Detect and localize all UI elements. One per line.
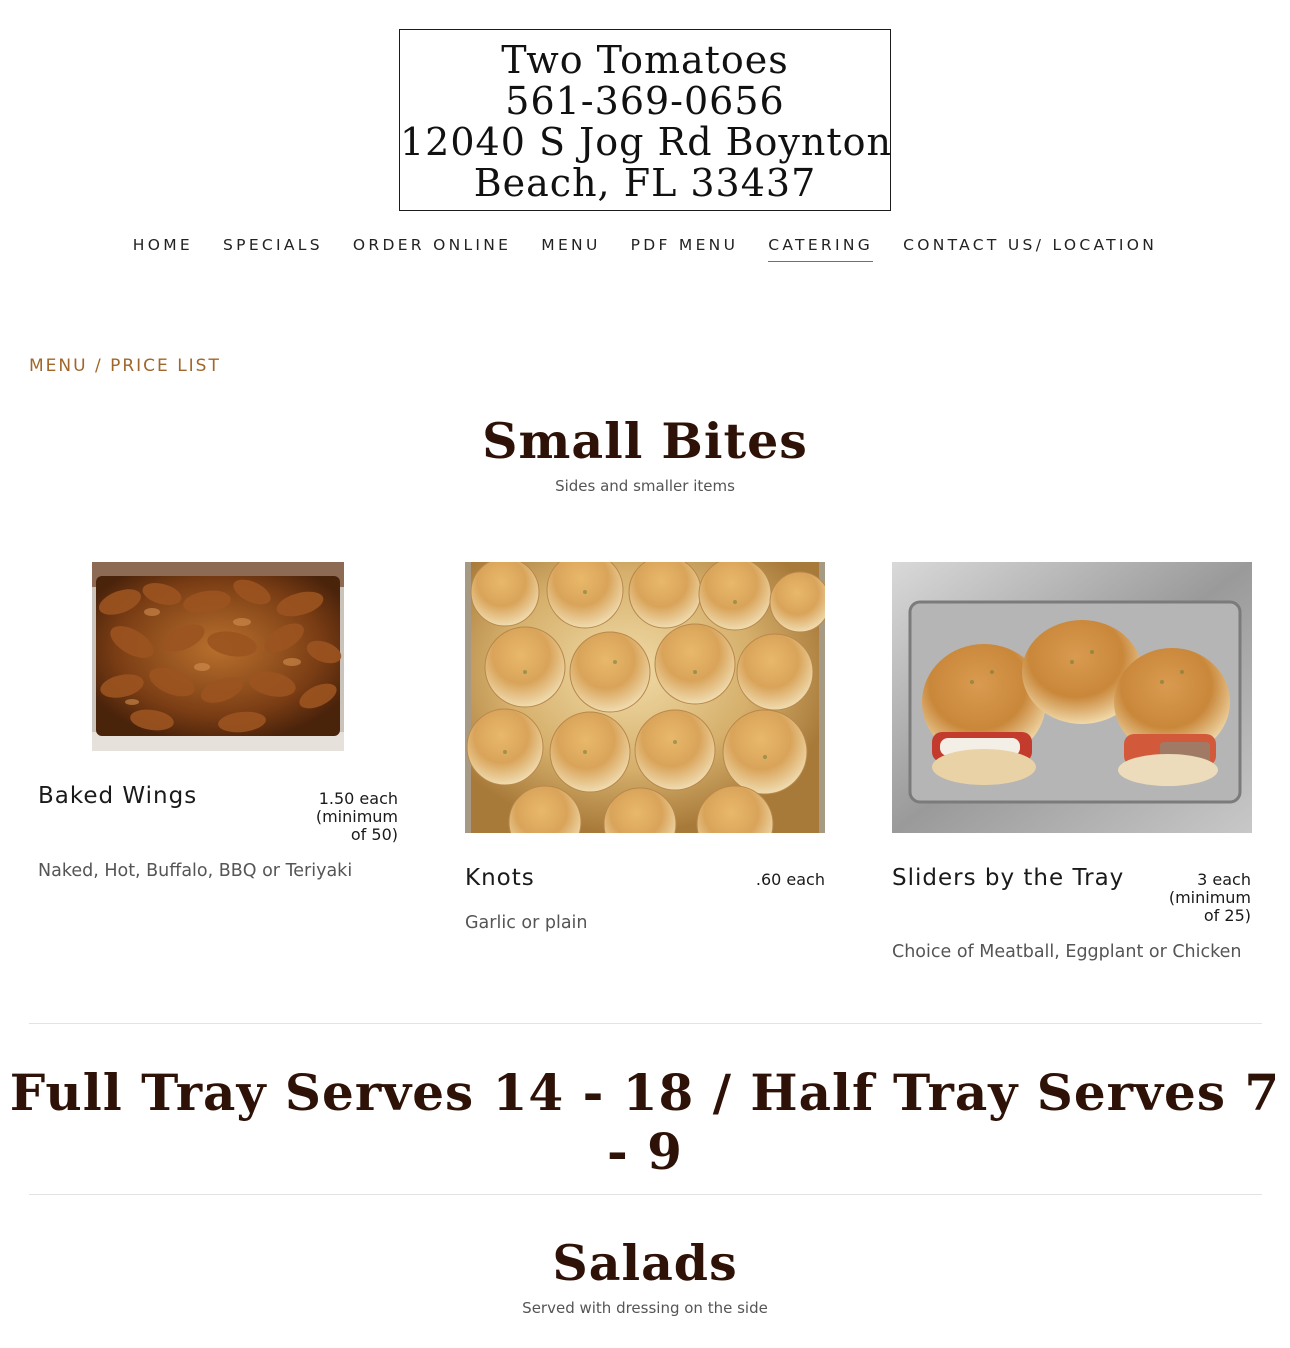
price-line: .60 each	[755, 870, 825, 889]
baked-wings-photo	[92, 562, 344, 751]
main-nav	[0, 236, 1290, 262]
section-divider	[29, 1023, 1262, 1024]
logo-line-city: Beach, FL 33437	[473, 161, 817, 205]
nav-pdf-menu[interactable]: PDF MENU	[630, 236, 739, 254]
section-subtitle-salads: Served with dressing on the side	[522, 1299, 768, 1317]
price-line: (minimum	[315, 807, 398, 826]
price-line: of 25)	[1203, 906, 1251, 925]
breadcrumb: MENU / PRICE LIST	[29, 356, 221, 376]
nav-specials[interactable]: SPECIALS	[223, 236, 323, 254]
site-logo[interactable]	[399, 29, 891, 211]
sliders-tray-photo	[892, 562, 1252, 833]
section-subtitle-small-bites: Sides and smaller items	[555, 477, 735, 495]
price-line: 1.50 each	[318, 789, 398, 808]
tray-size-banner: Full Tray Serves 14 - 18 / Half Tray Serves 7 - 9	[9, 1063, 1281, 1181]
nav-catering[interactable]: CATERING	[768, 236, 873, 262]
nav-menu[interactable]: MENU	[541, 236, 601, 254]
garlic-knots-photo	[465, 562, 825, 833]
logo-line-name: Two Tomatoes	[501, 38, 789, 82]
item-name: Sliders by the Tray	[892, 865, 1125, 891]
item-description: Choice of Meatball, Eggplant or Chicken	[892, 942, 1242, 962]
logo-line-phone: 561-369-0656	[505, 79, 785, 123]
item-price	[290, 790, 398, 844]
price-line: 3 each	[1197, 870, 1251, 889]
section-title-small-bites: Small Bites	[482, 412, 808, 470]
section-divider	[29, 1194, 1262, 1195]
item-description: Naked, Hot, Buffalo, BBQ or Teriyaki	[38, 861, 353, 881]
item-description: Garlic or plain	[465, 913, 588, 933]
logo-line-address: 12040 S Jog Rd Boynton	[400, 120, 892, 164]
nav-order-online[interactable]: ORDER ONLINE	[352, 236, 512, 254]
price-line: of 50)	[350, 825, 398, 844]
item-price	[1140, 871, 1251, 925]
item-name: Baked Wings	[38, 783, 198, 809]
item-name: Knots	[465, 865, 535, 891]
nav-contact-location[interactable]: CONTACT US/ LOCATION	[903, 236, 1158, 254]
nav-home[interactable]: HOME	[132, 236, 194, 254]
item-price	[715, 871, 825, 889]
section-title-salads: Salads	[552, 1234, 738, 1292]
price-line: (minimum	[1168, 888, 1251, 907]
